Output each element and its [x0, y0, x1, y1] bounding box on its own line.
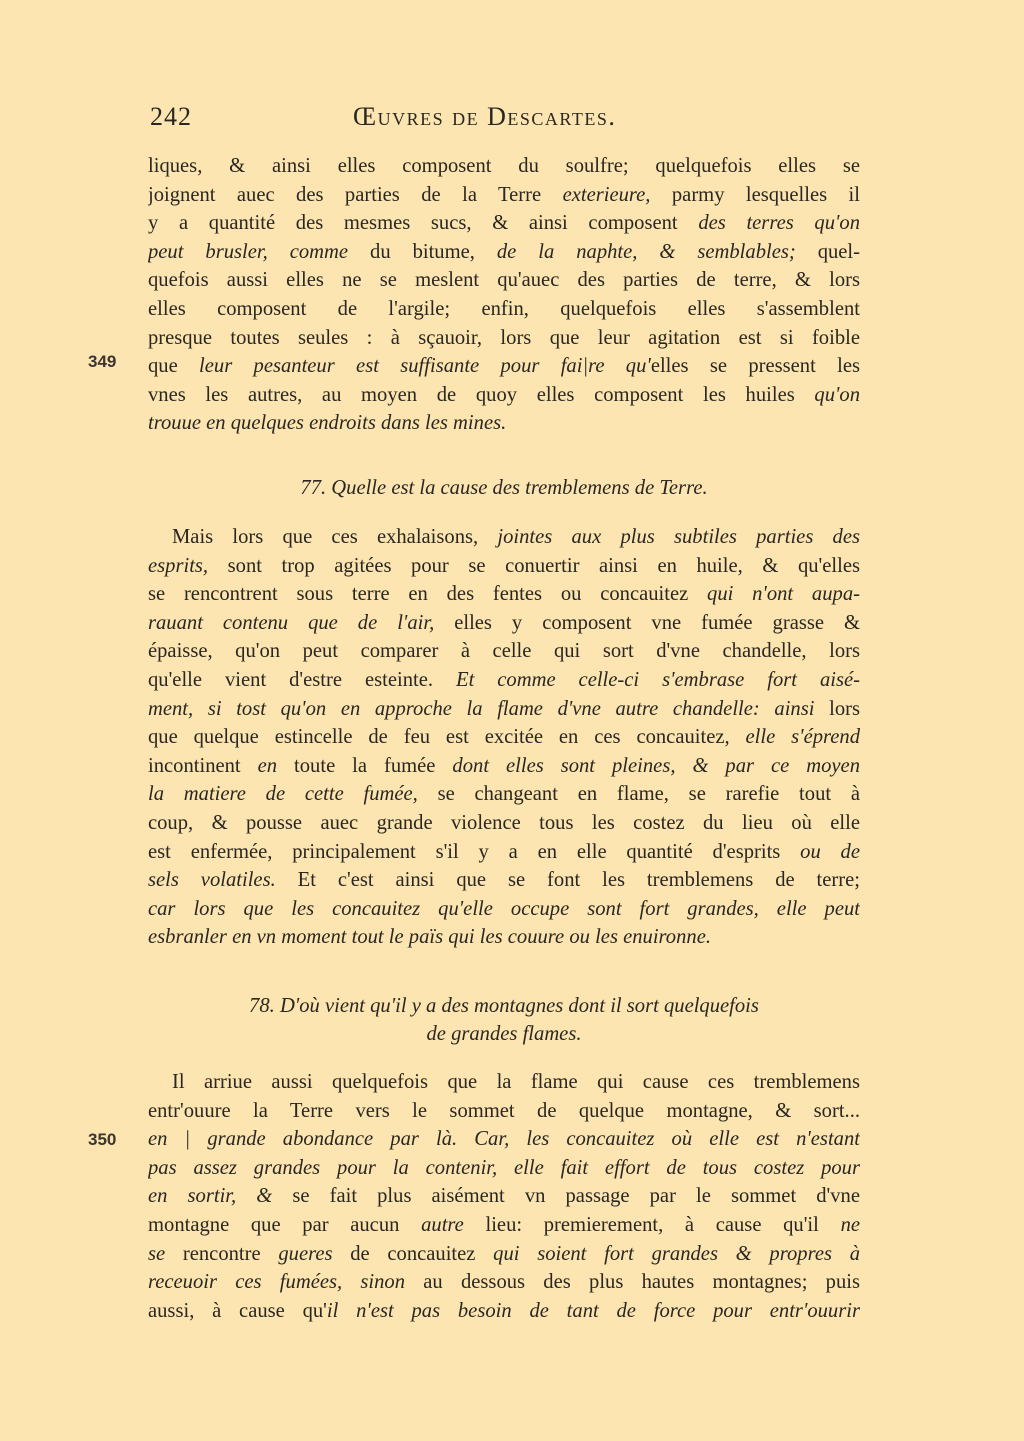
page-number: 242 — [150, 102, 192, 131]
italic-run: car lors que les concauitez qu'elle occupe sont fort grandes, elle peut — [148, 897, 860, 920]
text-run: se rencontrent sous terre en des fentes ou concauitez — [148, 583, 708, 606]
text-run: au dessous des plus hautes montagnes; puis — [405, 1271, 860, 1294]
italic-run: en sortir, & — [148, 1185, 273, 1208]
text-line — [148, 1068, 860, 1097]
italic-run: autre — [421, 1213, 464, 1236]
italic-run: gueres — [278, 1242, 333, 1265]
text-run: épaisse, qu'on peut comparer à celle qui sort d'vne chandelle, lors — [148, 640, 860, 663]
text-run: que — [148, 355, 200, 378]
italic-run: il n'est pas besoin de tant de force pour entr'ouurir — [326, 1299, 860, 1322]
text-run: Et c'est ainsi que se font les tremblemens de terre; — [275, 869, 860, 892]
text-line — [148, 1097, 860, 1126]
heading-line: 78. D'où vient qu'il y a des montagnes dont il sort quelquefois — [249, 995, 759, 1017]
text-line — [148, 181, 860, 210]
text-run: coup, & pousse auec grande violence tous les costez du lieu où elle — [148, 811, 860, 834]
text-run: presque toutes seules : à sçauoir, lors que leur agitation est si foible — [148, 326, 860, 349]
text-line — [148, 409, 860, 438]
text-line — [148, 152, 860, 181]
running-head — [148, 100, 860, 136]
text-run: liques, & ainsi elles composent du soulfre; quelquefois elles se — [148, 155, 860, 177]
text-run: rencontre — [165, 1242, 279, 1265]
text-run: se fait plus aisément vn passage par le sommet d'vne — [272, 1185, 860, 1208]
text-run: Il arriue aussi quelquefois que la flame qui cause ces tremblemens — [172, 1071, 860, 1093]
text-line — [148, 609, 860, 638]
text-run: joignent auec des parties de la Terre — [148, 183, 563, 206]
text-run: de concauitez — [332, 1242, 494, 1265]
text-line — [148, 780, 860, 809]
text-line — [148, 866, 860, 895]
text-line — [148, 637, 860, 666]
italic-run: qui soient fort grandes & propres à — [493, 1242, 860, 1265]
italic-run: ne — [840, 1213, 860, 1236]
italic-run: ment, si tost qu'on en approche la flame d'vne autre chandelle: ainsi — [148, 697, 815, 720]
text-line — [148, 295, 860, 324]
text-run: toute la fumée — [277, 754, 453, 777]
italic-run: qui n'ont aupa- — [707, 583, 860, 606]
text-line — [148, 266, 860, 295]
text-line — [148, 523, 860, 552]
italic-run: elle s'éprend — [745, 726, 860, 749]
italic-run: ou de — [800, 840, 860, 863]
text-run: elles composent de l'argile; enfin, quelquefois elles s'assemblent — [148, 297, 860, 320]
italic-run: sels volatiles. — [148, 869, 276, 892]
italic-run: Et comme celle-ci s'embrase fort aisé- — [456, 668, 860, 691]
text-run: lors — [814, 697, 860, 720]
italic-run: jointes aux plus subtiles parties des — [497, 526, 860, 548]
text-line — [148, 752, 860, 781]
text-run: parmy lesquelles il — [650, 183, 860, 206]
italic-run: exterieure, — [562, 183, 651, 206]
text-run: qu'elle vient d'estre esteinte. — [148, 668, 456, 691]
text-run: quel- — [795, 240, 860, 263]
text-line — [148, 809, 860, 838]
margin-page-reference: 349 — [88, 352, 117, 371]
section-heading-77: 77. Quelle est la cause des tremblemens de Terre. — [300, 477, 708, 499]
text-line — [148, 352, 860, 381]
text-line — [148, 695, 860, 724]
italic-run: en | grande abondance par là. Car, les concauitez où elle est n'estant — [148, 1128, 860, 1151]
text-line — [148, 1211, 860, 1240]
italic-run: la matiere de cette fumée, — [148, 783, 418, 806]
text-run: vnes les autres, au moyen de quoy elles composent les huiles — [148, 383, 815, 406]
italic-run: esbranler en vn moment tout le païs qui les couure ou les enuironne. — [148, 926, 711, 949]
heading-line: de grandes flames. — [426, 1023, 582, 1045]
italic-run: des terres qu'on — [698, 212, 860, 235]
text-line — [148, 209, 860, 238]
running-title: Œuvres de Descartes. — [353, 102, 617, 131]
paragraph-77 — [148, 523, 860, 952]
paragraph-continued — [148, 152, 860, 438]
text-run: est enfermée, principalement s'il y a en elle quantité d'esprits — [148, 840, 801, 863]
text-line — [148, 1154, 860, 1183]
text-line — [148, 1297, 860, 1326]
text-run: se changeant en flame, se rarefie tout à — [417, 783, 860, 806]
italic-run: pas assez grandes pour la contenir, elle fait effort de tous costez pour — [148, 1156, 860, 1179]
italic-run: se — [148, 1242, 166, 1265]
section-heading-78 — [148, 992, 860, 1048]
text-line — [148, 1240, 860, 1269]
italic-run: trouue en quelques endroits dans les mines. — [148, 412, 507, 435]
text-run: lieu: premierement, à cause qu'il — [463, 1213, 841, 1236]
italic-run: en — [257, 754, 278, 777]
text-line — [148, 1268, 860, 1297]
text-run: y a quantité des mesmes sucs, & ainsi composent — [148, 212, 699, 235]
text-line — [148, 723, 860, 752]
text-line — [148, 552, 860, 581]
italic-run: leur pesanteur est suffisante pour fai|re qu' — [199, 355, 651, 378]
text-line — [148, 324, 860, 353]
italic-run: esprits, — [148, 554, 209, 577]
text-run: quefois aussi elles ne se meslent qu'auec des parties de terre, & lors — [148, 269, 860, 292]
text-line — [148, 238, 860, 267]
text-line — [148, 666, 860, 695]
text-line — [148, 838, 860, 867]
text-line — [148, 1182, 860, 1211]
text-run: elles y composent vne fumée grasse & — [434, 611, 860, 634]
text-line — [148, 923, 860, 952]
italic-run: qu'on — [814, 383, 860, 406]
text-run: montagne que par aucun — [148, 1213, 422, 1236]
paragraph-78 — [148, 1068, 860, 1325]
text-run: aussi, à cause qu' — [148, 1299, 327, 1322]
text-line — [148, 1125, 860, 1154]
text-run: entr'ouure la Terre vers le sommet de quelque montagne, & sort... — [148, 1099, 860, 1122]
text-line — [148, 580, 860, 609]
text-run: Mais lors que ces exhalaisons, — [172, 526, 498, 548]
italic-run: rauant contenu que de l'air, — [148, 611, 435, 634]
text-run: que quelque estincelle de feu est excitée en ces concauitez, — [148, 726, 746, 749]
italic-run: peut brusler, comme — [148, 240, 349, 263]
text-run: sont trop agitées pour se conuertir ainsi en huile, & qu'elles — [208, 554, 860, 577]
margin-page-reference: 350 — [88, 1130, 117, 1149]
text-run: du bitume, — [348, 240, 497, 263]
italic-run: receuoir ces fumées, sinon — [148, 1271, 406, 1294]
text-run: elles se pressent les — [650, 355, 860, 378]
text-line — [148, 381, 860, 410]
text-line — [148, 895, 860, 924]
text-run: incontinent — [148, 754, 258, 777]
italic-run: dont elles sont pleines, & par ce moyen — [452, 754, 860, 777]
italic-run: de la naphte, & semblables; — [496, 240, 796, 263]
